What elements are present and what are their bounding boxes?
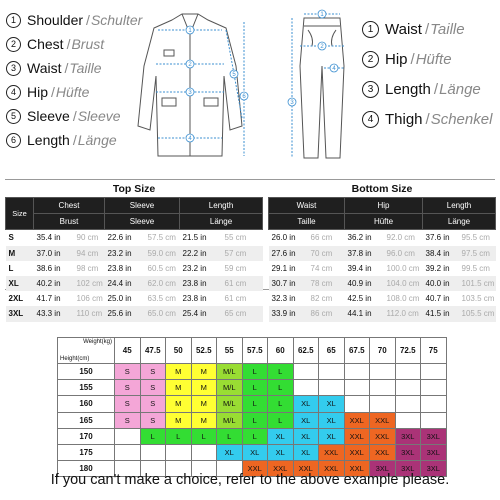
empty-cell — [191, 444, 217, 460]
top-size-table — [5, 180, 263, 322]
inch-value: 23.8 in — [180, 291, 221, 306]
measure-name-de: Schulter — [90, 12, 143, 28]
inch-value: 37.0 in — [34, 246, 73, 261]
height-header: 180 — [58, 461, 115, 477]
empty-cell — [115, 428, 141, 444]
cm-value: 94 cm — [73, 246, 105, 261]
inch-value: 43.3 in — [34, 306, 73, 321]
measurement-diagram — [0, 0, 500, 170]
cm-value: 57 cm — [221, 246, 263, 261]
measure-name-en: Sleeve — [27, 108, 70, 124]
top-size-title: Top Size — [6, 180, 263, 198]
height-header: 165 — [58, 412, 115, 428]
weight-header: 62.5 — [293, 338, 319, 364]
cm-value: 82 cm — [307, 291, 345, 306]
inch-value: 25.6 in — [105, 306, 144, 321]
size-cell: M — [6, 246, 34, 261]
measure-name-en: Waist — [385, 20, 422, 38]
cm-value: 59 cm — [221, 261, 263, 276]
inch-value: 41.7 in — [34, 291, 73, 306]
size-fill-cell: 3XL — [421, 444, 447, 460]
table-row — [269, 276, 496, 291]
slash-separator: / — [64, 60, 69, 76]
size-fill-cell: XXL — [370, 428, 396, 444]
empty-cell — [395, 364, 421, 380]
slash-separator: / — [425, 110, 430, 128]
weight-header: 52.5 — [191, 338, 217, 364]
top-col-length-de: Länge — [180, 214, 263, 230]
table-row — [6, 246, 263, 261]
measure-name-de: Schenkel — [430, 110, 493, 128]
table-row — [269, 291, 496, 306]
inch-value: 40.7 in — [423, 291, 458, 306]
empty-cell — [293, 364, 319, 380]
svg-text:1: 1 — [188, 28, 192, 34]
inch-value: 39.4 in — [345, 261, 383, 276]
inch-value: 38.6 in — [34, 261, 73, 276]
cm-value: 61 cm — [221, 291, 263, 306]
cm-value: 86 cm — [307, 306, 345, 321]
measure-name-en: Length — [385, 80, 431, 98]
size-fill-cell: S — [115, 412, 141, 428]
size-fill-cell: M — [191, 412, 217, 428]
size-fill-cell: L — [242, 428, 268, 444]
cm-value: 70 cm — [307, 246, 345, 261]
slash-separator: / — [72, 108, 77, 124]
cm-value: 110 cm — [73, 306, 105, 321]
svg-text:1: 1 — [320, 12, 324, 18]
bottom-col-hip: Hip — [345, 198, 423, 214]
inch-value: 27.6 in — [269, 246, 307, 261]
empty-cell — [293, 380, 319, 396]
height-header: 155 — [58, 380, 115, 396]
size-cell: XL — [6, 276, 34, 291]
size-fill-cell: XXL — [344, 412, 370, 428]
inch-value: 21.5 in — [180, 230, 221, 246]
inch-value: 29.1 in — [269, 261, 307, 276]
size-fill-cell: S — [115, 364, 141, 380]
size-fill-cell: XXL — [242, 461, 268, 477]
size-fill-cell: M — [166, 412, 192, 428]
inch-value: 40.0 in — [423, 276, 458, 291]
chart-row — [58, 364, 447, 380]
height-header: 160 — [58, 396, 115, 412]
size-fill-cell: M/L — [217, 396, 243, 412]
weight-header: 50 — [166, 338, 192, 364]
inch-value: 36.2 in — [345, 230, 383, 246]
number-badge: 4 — [6, 85, 21, 100]
svg-text:2: 2 — [320, 44, 324, 50]
size-fill-cell: XXL — [268, 461, 294, 477]
empty-cell — [370, 396, 396, 412]
size-fill-cell: 3XL — [421, 428, 447, 444]
measure-name-de: Länge — [77, 132, 117, 148]
size-fill-cell: XL — [293, 428, 319, 444]
top-legend-item — [6, 104, 142, 128]
measure-name-en: Waist — [27, 60, 62, 76]
cm-value: 74 cm — [307, 261, 345, 276]
size-fill-cell: L — [191, 428, 217, 444]
table-row — [6, 261, 263, 276]
size-header: Size — [6, 198, 34, 230]
pants-illustration — [282, 6, 362, 166]
number-badge: 2 — [6, 37, 21, 52]
size-fill-cell: M/L — [217, 380, 243, 396]
cm-value: 63.5 cm — [144, 291, 180, 306]
size-fill-cell: L — [140, 428, 166, 444]
inch-value: 32.3 in — [269, 291, 307, 306]
chart-corner-label — [58, 338, 115, 364]
size-fill-cell: XXL — [293, 461, 319, 477]
inch-value: 40.2 in — [34, 276, 73, 291]
inch-value: 30.7 in — [269, 276, 307, 291]
cm-value: 97.5 cm — [458, 246, 496, 261]
size-fill-cell: XL — [242, 444, 268, 460]
size-cell: 2XL — [6, 291, 34, 306]
table-row — [269, 230, 496, 246]
cm-value: 61 cm — [221, 276, 263, 291]
size-fill-cell: XXL — [344, 428, 370, 444]
table-row — [269, 261, 496, 276]
size-fill-cell: S — [140, 380, 166, 396]
size-fill-cell: L — [166, 428, 192, 444]
cm-value: 98 cm — [73, 261, 105, 276]
size-fill-cell: XL — [319, 412, 345, 428]
chart-row — [58, 380, 447, 396]
slash-separator: / — [433, 80, 439, 98]
size-fill-cell: S — [140, 396, 166, 412]
size-fill-cell: XXL — [370, 444, 396, 460]
size-fill-cell: M/L — [217, 364, 243, 380]
size-fill-cell: 3XL — [395, 428, 421, 444]
weight-header: 67.5 — [344, 338, 370, 364]
size-fill-cell: S — [115, 380, 141, 396]
size-fill-cell: XXL — [319, 461, 345, 477]
empty-cell — [319, 380, 345, 396]
chart-row — [58, 412, 447, 428]
size-fill-cell: XXL — [344, 444, 370, 460]
size-fill-cell: L — [268, 364, 294, 380]
slash-separator: / — [51, 84, 55, 100]
cm-value: 65 cm — [221, 306, 263, 321]
number-badge: 2 — [362, 51, 379, 68]
size-fill-cell: XXL — [344, 461, 370, 477]
empty-cell — [319, 364, 345, 380]
top-col-length: Length — [180, 198, 263, 214]
bottom-col-waist: Waist — [269, 198, 345, 214]
size-fill-cell: S — [115, 396, 141, 412]
svg-text:6: 6 — [242, 94, 246, 100]
height-header: 150 — [58, 364, 115, 380]
slash-separator: / — [424, 20, 430, 38]
number-badge: 3 — [6, 61, 21, 76]
cm-value: 108.0 cm — [383, 291, 423, 306]
top-legend-item — [6, 128, 142, 152]
inch-value: 38.4 in — [423, 246, 458, 261]
size-fill-cell: XL — [293, 412, 319, 428]
size-fill-cell: L — [242, 412, 268, 428]
cm-value: 100.0 cm — [383, 261, 423, 276]
weight-header: 70 — [370, 338, 396, 364]
table-row — [6, 291, 263, 306]
size-cell: S — [6, 230, 34, 246]
inch-value: 23.8 in — [180, 276, 221, 291]
size-fill-cell: M — [166, 380, 192, 396]
table-row — [269, 246, 496, 261]
inch-value: 22.6 in — [105, 230, 144, 246]
empty-cell — [421, 364, 447, 380]
table-row — [269, 306, 496, 321]
bottom-col-hip-de: Hüfte — [345, 214, 423, 230]
number-badge: 6 — [6, 133, 21, 148]
inch-value: 40.9 in — [345, 276, 383, 291]
weight-header: 65 — [319, 338, 345, 364]
svg-text:4: 4 — [332, 66, 336, 72]
bottom-col-length-de: Länge — [423, 214, 496, 230]
measure-name-en: Hip — [385, 50, 408, 68]
inch-value: 23.8 in — [105, 261, 144, 276]
bottom-measure-legend — [362, 14, 492, 134]
inch-value: 24.4 in — [105, 276, 144, 291]
cm-value: 102 cm — [73, 276, 105, 291]
inch-value: 37.8 in — [345, 246, 383, 261]
cm-value: 96.0 cm — [383, 246, 423, 261]
empty-cell — [344, 364, 370, 380]
top-col-sleeve-de: Sleeve — [105, 214, 180, 230]
table-row — [6, 306, 263, 321]
number-badge: 4 — [362, 111, 379, 128]
weight-header: 57.5 — [242, 338, 268, 364]
cm-value: 78 cm — [307, 276, 345, 291]
svg-text:3: 3 — [188, 90, 192, 96]
inch-value: 33.9 in — [269, 306, 307, 321]
cm-value: 59.0 cm — [144, 246, 180, 261]
chart-row — [58, 444, 447, 460]
empty-cell — [421, 412, 447, 428]
size-fill-cell: M — [166, 364, 192, 380]
cm-value: 90 cm — [73, 230, 105, 246]
size-fill-cell: S — [140, 412, 166, 428]
size-cell: 3XL — [6, 306, 34, 321]
measure-name-de: Taille — [430, 20, 465, 38]
size-fill-cell: 3XL — [421, 461, 447, 477]
size-fill-cell: XL — [217, 444, 243, 460]
inch-value: 39.2 in — [423, 261, 458, 276]
cm-value: 112.0 cm — [383, 306, 423, 321]
weight-header: 45 — [115, 338, 141, 364]
cm-value: 65.0 cm — [144, 306, 180, 321]
height-header: 170 — [58, 428, 115, 444]
slash-separator: / — [66, 36, 71, 52]
empty-cell — [115, 444, 141, 460]
size-fill-cell: L — [242, 364, 268, 380]
number-badge: 3 — [362, 81, 379, 98]
size-fill-cell: L — [217, 428, 243, 444]
slash-separator: / — [410, 50, 415, 68]
cm-value: 95.5 cm — [458, 230, 496, 246]
inch-value: 44.1 in — [345, 306, 383, 321]
top-legend-item — [6, 32, 142, 56]
top-legend-item — [6, 80, 142, 104]
bottom-legend-item — [362, 74, 492, 104]
svg-text:5: 5 — [232, 72, 236, 78]
jacket-illustration — [130, 6, 250, 166]
size-fill-cell: M — [191, 364, 217, 380]
empty-cell — [395, 412, 421, 428]
top-col-chest: Chest — [34, 198, 105, 214]
guidance-note: If you can't make a choice, refer to the above example please. — [50, 472, 450, 488]
inch-value: 23.2 in — [105, 246, 144, 261]
measure-name-en: Hip — [27, 84, 49, 100]
inch-value: 41.5 in — [423, 306, 458, 321]
svg-text:3: 3 — [290, 100, 294, 106]
slash-separator: / — [86, 12, 90, 28]
empty-cell — [421, 396, 447, 412]
top-measure-legend — [6, 8, 142, 152]
inch-value: 37.6 in — [423, 230, 458, 246]
measure-name-en: Length — [27, 132, 70, 148]
weight-header: 72.5 — [395, 338, 421, 364]
inch-value: 35.4 in — [34, 230, 73, 246]
weight-header: 47.5 — [140, 338, 166, 364]
bottom-size-table — [268, 180, 496, 322]
measure-name-de: Länge — [439, 80, 481, 98]
weight-axis-label: Weight(kg) — [83, 339, 112, 345]
empty-cell — [370, 364, 396, 380]
weight-header: 75 — [421, 338, 447, 364]
top-legend-item — [6, 56, 142, 80]
number-badge: 1 — [362, 21, 379, 38]
height-axis-label: Height(cm) — [60, 356, 90, 362]
bottom-col-waist-de: Taille — [269, 214, 345, 230]
size-fill-cell: L — [268, 412, 294, 428]
cm-value: 101.5 cm — [458, 276, 496, 291]
size-fill-cell: M — [191, 380, 217, 396]
size-fill-cell: XXL — [319, 444, 345, 460]
measure-name-de: Sleeve — [77, 108, 121, 124]
weight-header: 60 — [268, 338, 294, 364]
measure-name-de: Hüfte — [415, 50, 452, 68]
top-col-sleeve: Sleeve — [105, 198, 180, 214]
size-fill-cell: XL — [319, 396, 345, 412]
inch-value: 42.5 in — [345, 291, 383, 306]
measure-name-de: Taille — [69, 60, 102, 76]
bottom-size-title: Bottom Size — [269, 180, 496, 198]
cm-value: 103.5 cm — [458, 291, 496, 306]
number-badge: 1 — [6, 13, 21, 28]
cm-value: 60.5 cm — [144, 261, 180, 276]
empty-cell — [395, 380, 421, 396]
size-fill-cell: L — [242, 396, 268, 412]
top-col-chest-de: Brust — [34, 214, 105, 230]
bottom-legend-item — [362, 14, 492, 44]
inch-value: 25.4 in — [180, 306, 221, 321]
size-fill-cell: 3XL — [395, 444, 421, 460]
inch-value: 25.0 in — [105, 291, 144, 306]
empty-cell — [140, 444, 166, 460]
size-fill-cell: M — [191, 396, 217, 412]
empty-cell — [370, 380, 396, 396]
cm-value: 106 cm — [73, 291, 105, 306]
cm-value: 57.5 cm — [144, 230, 180, 246]
measure-name-de: Hüfte — [55, 84, 90, 100]
cm-value: 104.0 cm — [383, 276, 423, 291]
size-fill-cell: XL — [293, 444, 319, 460]
size-fill-cell: S — [140, 364, 166, 380]
size-cell: L — [6, 261, 34, 276]
size-fill-cell: 3XL — [395, 461, 421, 477]
cm-value: 66 cm — [307, 230, 345, 246]
empty-cell — [421, 380, 447, 396]
size-fill-cell: L — [268, 396, 294, 412]
number-badge: 5 — [6, 109, 21, 124]
svg-text:2: 2 — [188, 62, 192, 68]
table-row — [6, 230, 263, 246]
size-fill-cell: XL — [268, 428, 294, 444]
inch-value: 22.2 in — [180, 246, 221, 261]
size-fill-cell: 3XL — [370, 461, 396, 477]
cm-value: 55 cm — [221, 230, 263, 246]
cm-value: 105.5 cm — [458, 306, 496, 321]
top-legend-item — [6, 8, 142, 32]
empty-cell — [395, 396, 421, 412]
weight-header: 55 — [217, 338, 243, 364]
measure-name-de: Brust — [71, 36, 105, 52]
size-fill-cell: M/L — [217, 412, 243, 428]
inch-value: 26.0 in — [269, 230, 307, 246]
height-header: 175 — [58, 444, 115, 460]
size-tables — [5, 179, 495, 319]
measure-name-en: Chest — [27, 36, 64, 52]
size-fill-cell: L — [268, 380, 294, 396]
size-fill-cell: M — [166, 396, 192, 412]
size-fill-cell: XL — [268, 444, 294, 460]
cm-value: 99.5 cm — [458, 261, 496, 276]
bottom-col-length: Length — [423, 198, 496, 214]
bottom-legend-item — [362, 44, 492, 74]
empty-cell — [344, 380, 370, 396]
chart-row — [58, 396, 447, 412]
measure-name-en: Shoulder — [27, 12, 84, 28]
bottom-legend-item — [362, 104, 492, 134]
size-fill-cell: XXL — [370, 412, 396, 428]
empty-cell — [166, 444, 192, 460]
cm-value: 62.0 cm — [144, 276, 180, 291]
table-row — [6, 276, 263, 291]
svg-text:4: 4 — [188, 136, 192, 142]
size-fill-cell: XL — [319, 428, 345, 444]
inch-value: 23.2 in — [180, 261, 221, 276]
measure-name-en: Thigh — [385, 110, 423, 128]
weight-height-chart — [57, 337, 447, 477]
empty-cell — [344, 396, 370, 412]
cm-value: 92.0 cm — [383, 230, 423, 246]
size-fill-cell: L — [242, 380, 268, 396]
size-fill-cell: XL — [293, 396, 319, 412]
chart-row — [58, 428, 447, 444]
slash-separator: / — [72, 132, 77, 148]
